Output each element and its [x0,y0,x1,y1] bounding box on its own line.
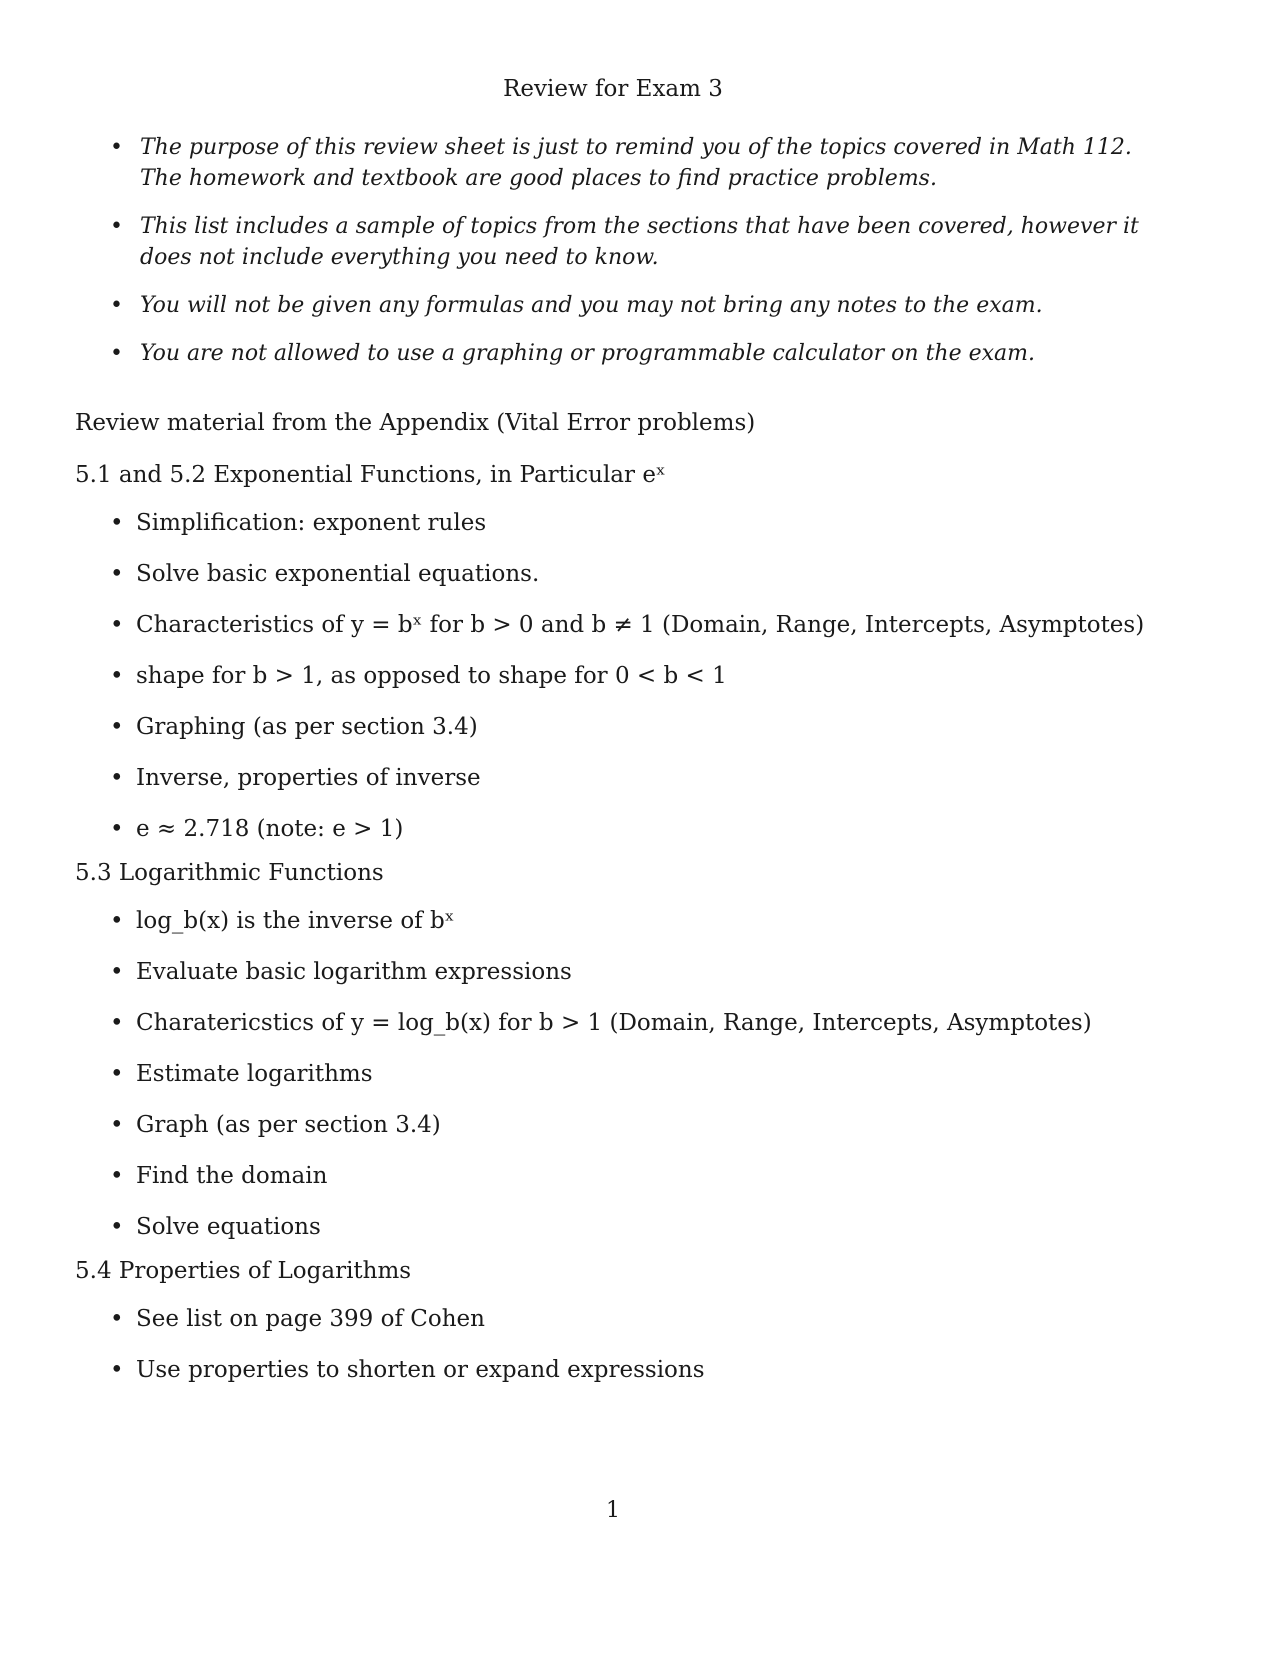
bullet-icon: • [110,1112,124,1138]
list-item: • Graphing (as per section 3.4) [110,714,478,740]
list-item: • Use properties to shorten or expand expressions [110,1357,705,1383]
list-item: • See list on page 399 of Cohen [110,1306,485,1332]
list-item: • Evaluate basic logarithm expressions [110,959,572,985]
bullet-icon: • [110,341,123,366]
document-title: Review for Exam 3 [503,76,723,102]
intro-note: • You will not be given any formulas and you may not bring any notes to the exam. [110,290,1170,321]
list-item: • shape for b > 1, as opposed to shape for 0 < b < 1 [110,663,727,689]
list-item: • Estimate logarithms [110,1061,373,1087]
bullet-icon: • [110,1306,124,1332]
list-item: • Simplification: exponent rules [110,510,487,536]
list-item: • log_b(x) is the inverse of bˣ [110,908,455,934]
bullet-icon: • [110,612,124,638]
section-list-logarithmic [110,906,1210,1263]
bullet-icon: • [110,293,123,318]
bullet-icon: • [110,1163,124,1189]
intro-notes [110,132,1170,386]
bullet-icon: • [110,1010,124,1036]
section-heading-logarithmic: 5.3 Logarithmic Functions [75,860,384,886]
list-item: • Inverse, properties of inverse [110,765,481,791]
bullet-icon: • [110,135,123,160]
list-item: • Solve equations [110,1214,321,1240]
intro-note: • This list includes a sample of topics from the sections that have been covered, however it does not include everything you need to know. [110,211,1170,273]
list-item: • Solve basic exponential equations. [110,561,540,587]
bullet-icon: • [110,765,124,791]
bullet-icon: • [110,561,124,587]
bullet-icon: • [110,510,124,536]
bullet-icon: • [110,959,124,985]
bullet-icon: • [110,214,123,239]
bullet-icon: • [110,714,124,740]
list-item: • Characteristics of y = bˣ for b > 0 and b ≠ 1 (Domain, Range, Intercepts, Asymptotes) [110,612,1145,638]
section-list-properties [110,1304,1210,1406]
section-heading-properties: 5.4 Properties of Logarithms [75,1258,412,1284]
intro-note: • You are not allowed to use a graphing or programmable calculator on the exam. [110,338,1170,369]
appendix-heading: Review material from the Appendix (Vital Error problems) [75,410,756,436]
section-heading-exponential: 5.1 and 5.2 Exponential Functions, in Particular eˣ [75,462,666,488]
list-item: • e ≈ 2.718 (note: e > 1) [110,816,404,842]
list-item: • Graph (as per section 3.4) [110,1112,441,1138]
bullet-icon: • [110,816,124,842]
list-item: • Find the domain [110,1163,328,1189]
bullet-icon: • [110,1061,124,1087]
list-item: • Charatericstics of y = log_b(x) for b > 1 (Domain, Range, Intercepts, Asymptotes) [110,1010,1092,1036]
intro-note: • The purpose of this review sheet is just to remind you of the topics covered in Math 112. The homework and textbook are good places to find practice problems. [110,132,1170,194]
section-list-exponential [110,508,1210,865]
page-number: 1 [606,1498,620,1523]
bullet-icon: • [110,663,124,689]
bullet-icon: • [110,1357,124,1383]
bullet-icon: • [110,908,124,934]
bullet-icon: • [110,1214,124,1240]
